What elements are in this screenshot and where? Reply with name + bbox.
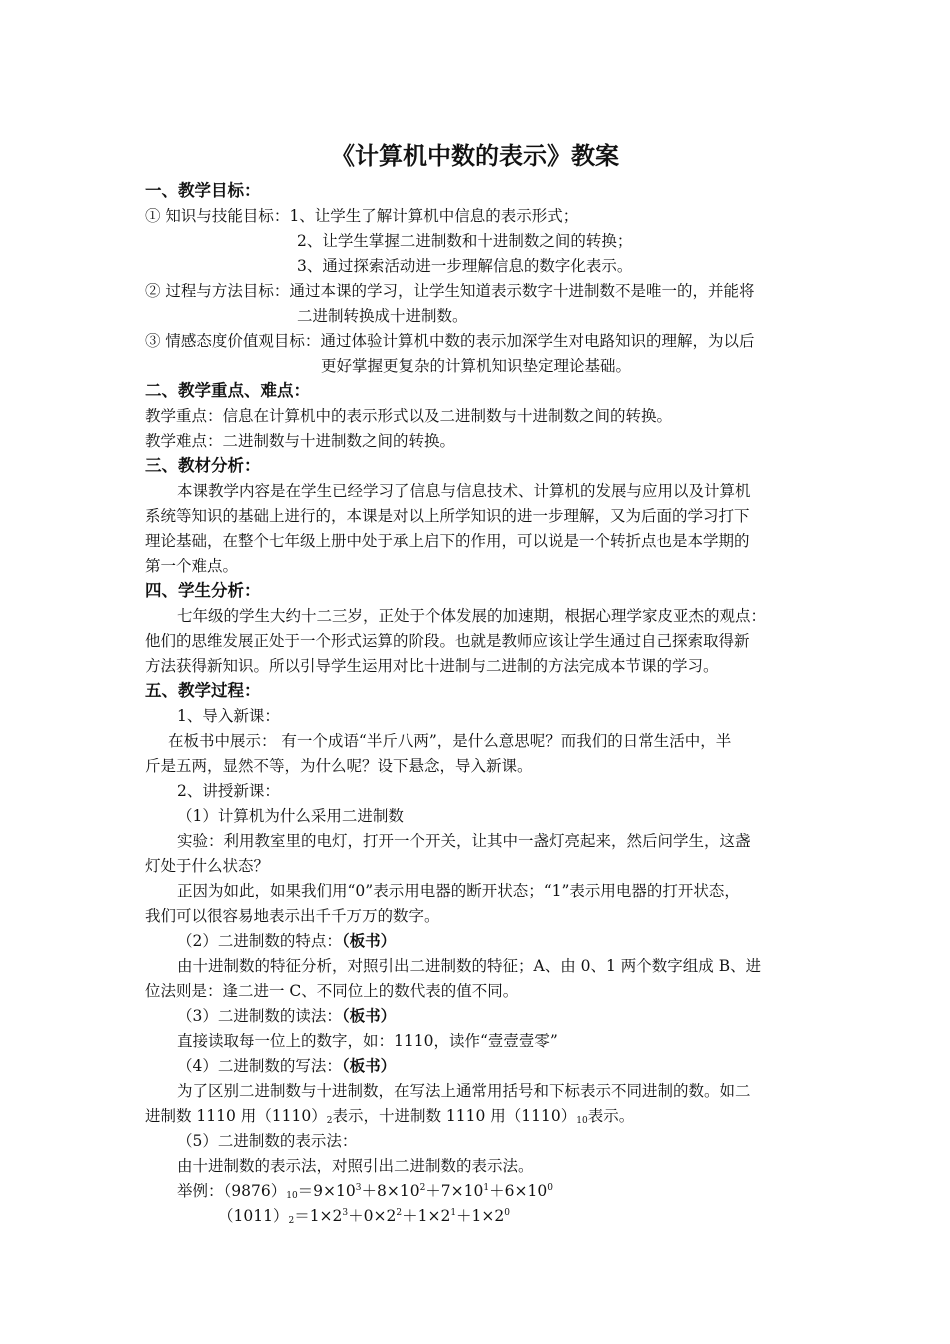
base-subscript: 10: [286, 1191, 298, 1201]
example-1-row: [177, 1181, 553, 1201]
subtopic-1-title: （1）计算机为什么采用二进制数: [177, 807, 404, 825]
step-teach-heading: 2、讲授新课：: [177, 782, 280, 800]
writing-text-c: 表示。: [587, 1107, 635, 1125]
goal-knowledge-item-2: 2、让学生掌握二进制数和十进制数之间的转换；: [297, 232, 633, 250]
students-line-1: 七年级的学生大约十二三岁，正处于个体发展的加速期，根据心理学家皮亚杰的观点：: [177, 607, 767, 625]
experiment-line-1: 实验：利用教室里的电灯，打开一个开关，让其中一盏灯亮起来，然后问学生，这盏: [177, 832, 751, 850]
step-intro-heading: 1、导入新课：: [177, 707, 280, 725]
exponent: 1: [483, 1183, 490, 1193]
section-heading-objectives: 一、教学目标：: [145, 181, 261, 200]
subtopic-2-row: [177, 931, 396, 951]
because-line-1: 正因为如此，如果我们用“0”表示用电器的断开状态；“1”表示用电器的打开状态，: [177, 882, 740, 900]
example-1-term: ＝9×10: [297, 1182, 356, 1200]
students-line-2: 他们的思维发展正处于一个形式运算的阶段。也就是教师应该让学生通过自己探索取得新: [145, 632, 750, 650]
goal-knowledge-item-3: 3、通过探索活动进一步理解信息的数字化表示。: [297, 257, 633, 275]
subtopic-4-title: （4）二进制数的写法：: [177, 1057, 342, 1075]
board-note: （板书）: [341, 1007, 397, 1025]
section-heading-process: 五、教学过程：: [145, 681, 261, 700]
example-2-row: [218, 1206, 510, 1226]
example-1-number: （9876）: [223, 1182, 287, 1200]
subtopic-3-row: [177, 1006, 396, 1026]
page-title: 《计算机中数的表示》教案: [331, 142, 619, 170]
goal-knowledge-row: [145, 206, 578, 226]
goal-process-text: 通过本课的学习，让学生知道表示数字十进制数不是唯一的，并能将: [289, 282, 755, 300]
base-subscript: 2: [288, 1216, 295, 1226]
feature-line-1: 由十进制数的特征分析，对照引出二进制数的特征；A、由 0、1 两个数字组成 B、进: [177, 957, 762, 975]
section-heading-students: 四、学生分析：: [145, 581, 261, 600]
feature-line-2: 位法则是：逢二进一 C、不同位上的数代表的值不同。: [145, 982, 519, 1000]
material-line-1: 本课教学内容是在学生已经学习了信息与信息技术、计算机的发展与应用以及计算机: [177, 482, 751, 500]
material-line-4: 第一个难点。: [145, 557, 239, 575]
goal-attitude-row: [145, 331, 754, 351]
exponent: 2: [396, 1208, 403, 1218]
intro-line-2: 斤是五两，显然不等，为什么呢？设下悬念，导入新课。: [145, 757, 533, 775]
exponent: 0: [504, 1208, 510, 1218]
example-2-term: ＋1×2: [456, 1207, 505, 1225]
goal-process-text-cont: 二进制转换成十进制数。: [297, 307, 468, 325]
material-line-2: 系统等知识的基础上进行的，本课是对以上所学知识的进一步理解，又为后面的学习打下: [145, 507, 750, 525]
students-line-3: 方法获得新知识。所以引导学生运用对比十进制与二进制的方法完成本节课的学习。: [145, 657, 719, 675]
goal-knowledge-label: ① 知识与技能目标：: [145, 207, 290, 225]
because-line-2: 我们可以很容易地表示出千千万万的数字。: [145, 907, 440, 925]
representation-text: 由十进制数的表示法，对照引出二进制数的表示法。: [177, 1157, 534, 1175]
section-heading-material: 三、教材分析：: [145, 456, 261, 475]
example-1-term: ＋7×10: [425, 1182, 484, 1200]
experiment-line-2: 灯处于什么状态？: [145, 857, 270, 875]
board-note: （板书）: [341, 1057, 397, 1075]
key-point-text: 教学重点：信息在计算机中的表示形式以及二进制数与十进制数之间的转换。: [145, 407, 673, 425]
goal-process-label: ② 过程与方法目标：: [145, 282, 290, 300]
writing-line-2: [145, 1106, 634, 1126]
example-2-term: ＋1×2: [402, 1207, 451, 1225]
goal-attitude-text-cont: 更好掌握更复杂的计算机知识垫定理论基础。: [321, 357, 632, 375]
difficulty-text: 教学难点：二进制数与十进制数之间的转换。: [145, 432, 456, 450]
exponent: 1: [450, 1208, 457, 1218]
subtopic-4-row: [177, 1056, 396, 1076]
exponent: 0: [547, 1183, 553, 1193]
section-heading-key-points: 二、教学重点、难点：: [145, 381, 310, 400]
base-subscript: 10: [576, 1116, 588, 1126]
writing-text-a: 进制数 1110 用（1110）: [145, 1107, 327, 1125]
goal-knowledge-item-1: 1、让学生了解计算机中信息的表示形式；: [289, 207, 579, 225]
example-2-term: ＝1×2: [294, 1207, 343, 1225]
goal-process-row: [145, 281, 754, 301]
goal-attitude-text: 通过体验计算机中数的表示加深学生对电路知识的理解，为以后: [320, 332, 755, 350]
example-1-term: ＋8×10: [361, 1182, 420, 1200]
board-note: （板书）: [341, 932, 397, 950]
example-label: 举例：: [177, 1182, 224, 1200]
subtopic-3-title: （3）二进制数的读法：: [177, 1007, 342, 1025]
exponent: 3: [355, 1183, 362, 1193]
exponent: 2: [419, 1183, 426, 1193]
goal-attitude-label: ③ 情感态度价值观目标：: [145, 332, 321, 350]
writing-line-1: 为了区别二进制数与十进制数，在写法上通常用括号和下标表示不同进制的数。如二: [177, 1082, 751, 1100]
subtopic-2-title: （2）二进制数的特点：: [177, 932, 342, 950]
reading-rule: 直接读取每一位上的数字，如：1110，读作“壹壹壹零”: [177, 1032, 558, 1050]
subtopic-5-title: （5）二进制数的表示法：: [177, 1132, 358, 1150]
example-2-number: （1011）: [218, 1207, 289, 1225]
exponent: 3: [342, 1208, 349, 1218]
writing-text-b: 表示，十进制数 1110 用（1110）: [332, 1107, 577, 1125]
material-line-3: 理论基础，在整个七年级上册中处于承上启下的作用，可以说是一个转折点也是本学期的: [145, 532, 750, 550]
example-2-term: ＋0×2: [348, 1207, 397, 1225]
example-1-term: ＋6×10: [489, 1182, 548, 1200]
intro-line-1: 在板书中展示： 有一个成语“半斤八两”，是什么意思呢？而我们的日常生活中，半: [168, 732, 732, 750]
base-subscript: 2: [326, 1116, 333, 1126]
